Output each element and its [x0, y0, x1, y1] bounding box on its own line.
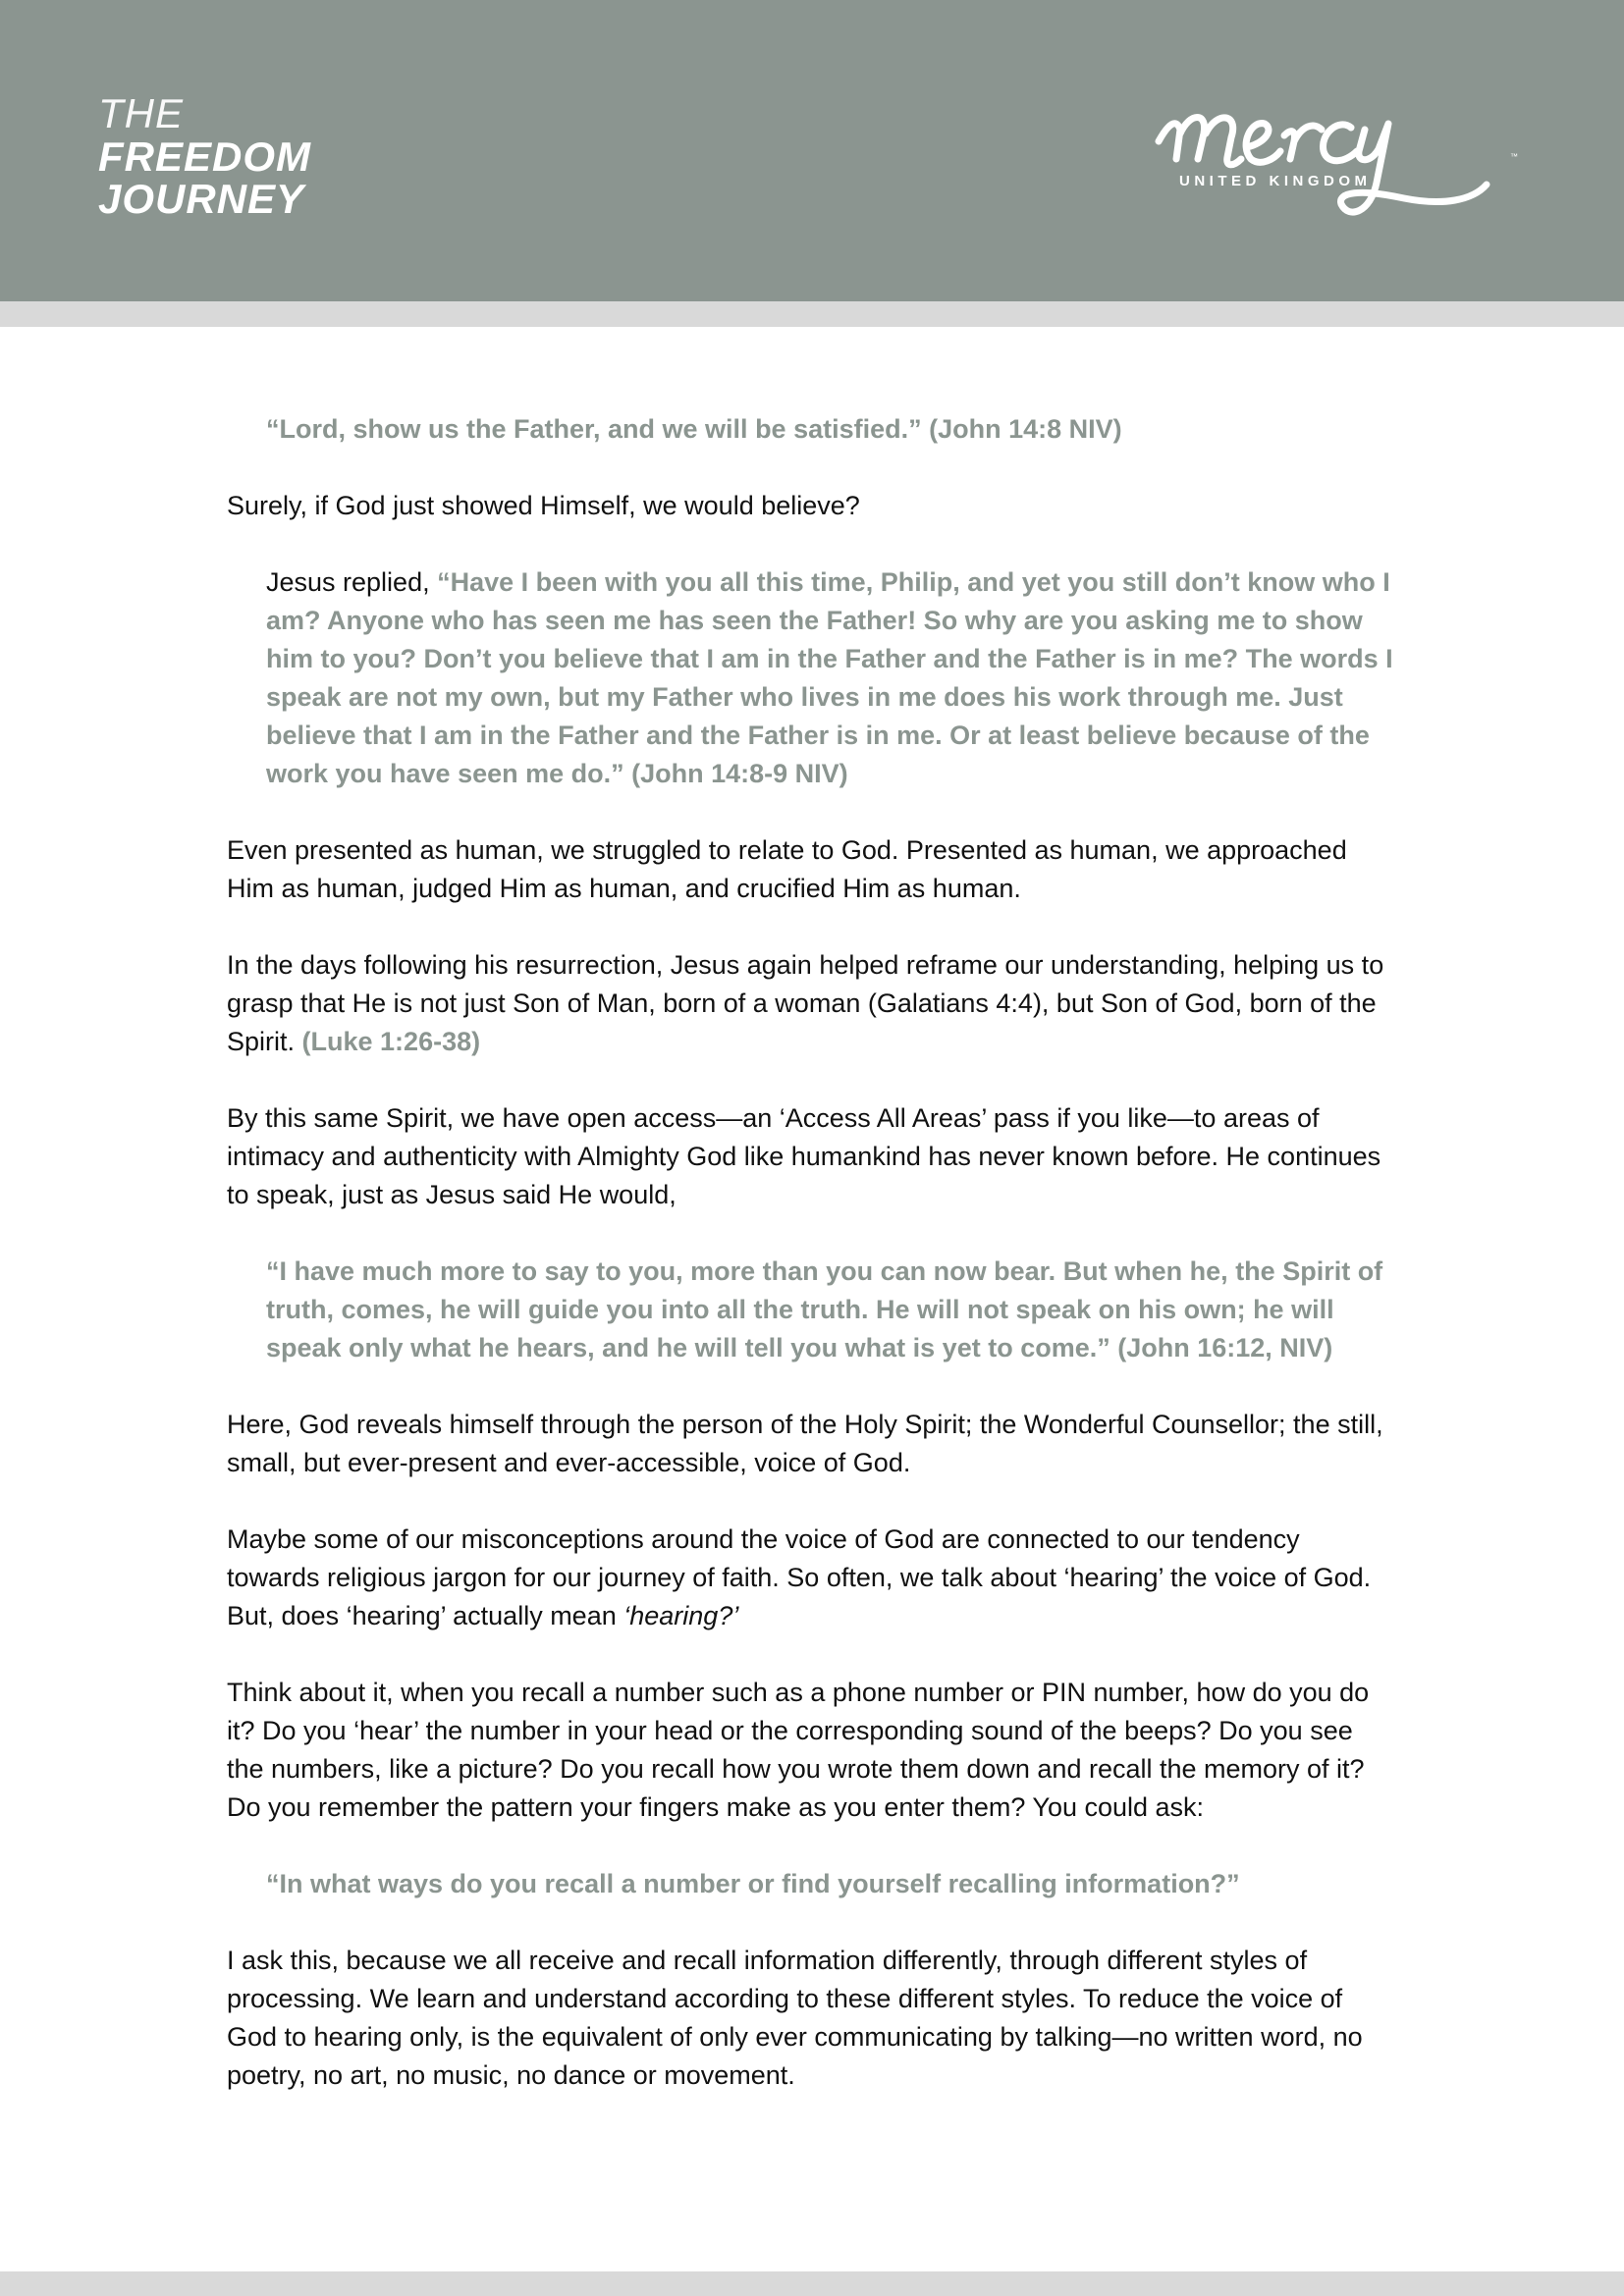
quote-question: “In what ways do you recall a number or find yourself recalling information?”	[266, 1869, 1240, 1898]
paragraph-5: Here, God reveals himself through the person of the Holy Spirit; the Wonderful Counsellor; the still, small, but ever-present and ever-accessible, voice of God.	[227, 1410, 1383, 1477]
quote-lead: Jesus replied,	[266, 567, 438, 597]
paragraph-8: I ask this, because we all receive and recall information differently, through different styles of processing. We learn and understand according to these different styles. To reduce the voice of God to hearing only, is the equivalent of only ever communicating by talking—no written word, no poetry, no art, no music, no dance or movement.	[227, 1946, 1363, 2090]
paragraph-3	[227, 946, 1395, 1061]
paragraph-4: By this same Spirit, we have open access—an ‘Access All Areas’ pass if you like—to areas of intimacy and authenticity with Almighty God like humankind has never known before. He continues to speak, just as Jesus said He would,	[227, 1103, 1381, 1209]
header-divider	[0, 301, 1624, 327]
quote-john-14-8: “Lord, show us the Father, and we will be satisfied.” (John 14:8 NIV)	[266, 414, 1122, 444]
brand-journey: JOURNEY	[98, 176, 305, 222]
quote-john-14-8-9	[227, 563, 1395, 793]
paragraph-6-text: Maybe some of our misconceptions around the voice of God are connected to our tendency towards religious jargon for our journey of faith. So often, we talk about ‘hearing’ the voice of God. But, does ‘hearing’ actually mean	[227, 1524, 1372, 1630]
quote-text: “Have I been with you all this time, Philip, and yet you still don’t know who I am? Anyone who has seen me has seen the Father! So why are you asking me to show him to you? Don’t you believe that I am in the Father and the Father is in me? The words I speak are not my own, but my Father who lives in me does his work through me. Just believe that I am in the Father and the Father is in me. Or at least believe because of the work you have seen me do.” (John 14:8-9 NIV)	[266, 567, 1393, 788]
brand-freedom: FREEDOM	[98, 133, 311, 180]
brand-the: THE	[98, 90, 184, 136]
paragraph-2: Even presented as human, we struggled to relate to God. Presented as human, we approached Him as human, judged Him as human, and crucified Him as human.	[227, 835, 1347, 903]
footer-divider	[0, 2271, 1624, 2296]
mercy-logo-icon	[1149, 90, 1542, 238]
paragraph-1: Surely, if God just showed Himself, we would believe?	[227, 491, 860, 520]
brand-title	[98, 92, 311, 220]
logo-subtitle: UNITED KINGDOM	[1179, 173, 1372, 189]
paragraph-7: Think about it, when you recall a number such as a phone number or PIN number, how do you do it? Do you ‘hear’ the number in your head or the corresponding sound of the beeps? Do you see the numbers, like a picture? Do you recall how you wrote them down and recall the memory of it? Do you remember the pattern your fingers make as you enter them? You could ask:	[227, 1678, 1370, 1822]
document-body	[227, 410, 1395, 2133]
scripture-reference: (Luke 1:26-38)	[301, 1027, 481, 1056]
paragraph-6	[227, 1521, 1395, 1635]
quote-john-16-12: “I have much more to say to you, more than you can now bear. But when he, the Spirit of truth, comes, he will guide you into all the truth. He will not speak on his own; he will speak only what he hears, and he will tell you what is yet to come.” (John 16:12, NIV)	[266, 1256, 1383, 1362]
svg-text:™: ™	[1510, 152, 1518, 161]
emphasis-hearing: ‘hearing?’	[623, 1601, 739, 1630]
paragraph-3-text: In the days following his resurrection, Jesus again helped reframe our understanding, helping us to grasp that He is not just Son of Man, born of a woman (Galatians 4:4), but Son of God, born of the Spirit.	[227, 950, 1384, 1056]
